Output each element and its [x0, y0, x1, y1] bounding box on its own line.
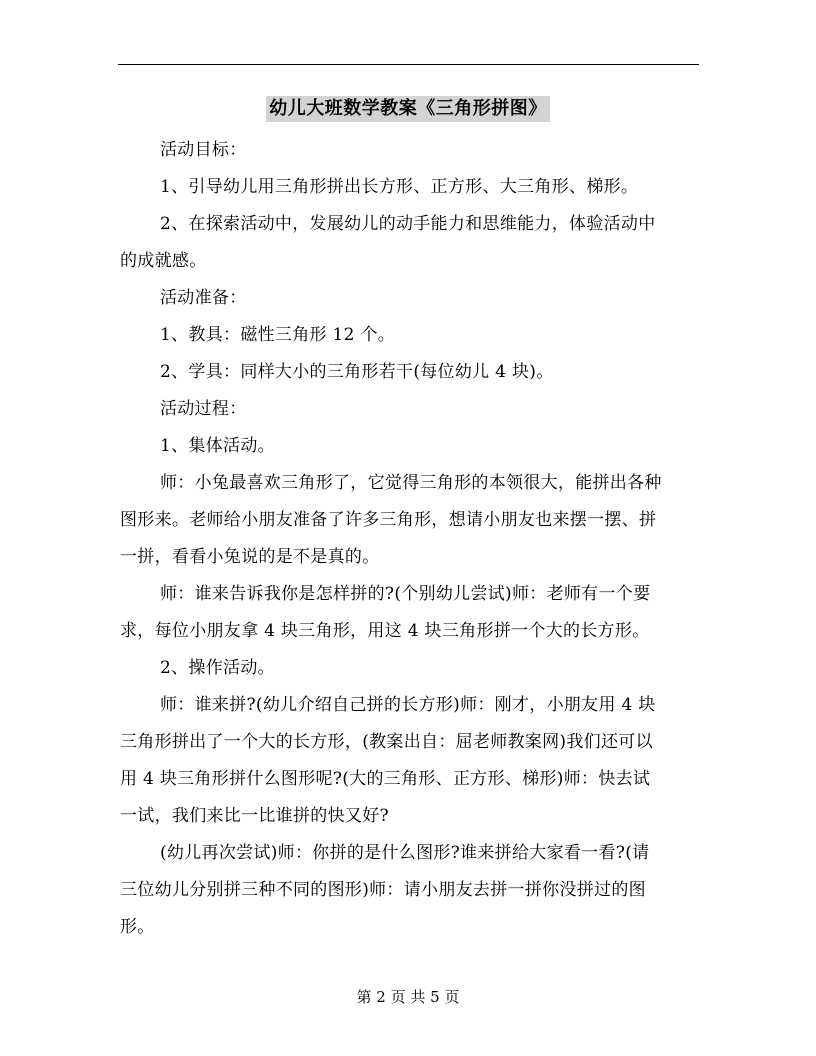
paragraph-line: 活动目标： — [160, 140, 247, 160]
paragraph-line: 师：谁来告诉我你是怎样拼的?(个别幼儿尝试)师：老师有一个要 — [160, 584, 651, 604]
paragraph-line: 活动准备： — [160, 288, 247, 308]
paragraph-line: 三角形拼出了一个大的长方形，(教案出自：屈老师教案网)我们还可以 — [120, 732, 653, 752]
paragraph-line: 三位幼儿分别拼三种不同的图形)师：请小朋友去拼一拼你没拼过的图 — [120, 880, 646, 900]
paragraph-line: 2、学具：同样大小的三角形若干(每位幼儿 4 块)。 — [160, 362, 554, 382]
paragraph-line: 师：谁来拼?(幼儿介绍自己拼的长方形)师：刚才，小朋友用 4 块 — [160, 695, 656, 715]
paragraph-line: 用 4 块三角形拼什么图形呢?(大的三角形、正方形、梯形)师：快去试 — [120, 769, 651, 789]
paragraph-line: 一拼，看看小兔说的是不是真的。 — [120, 547, 380, 567]
paragraph-line: 2、操作活动。 — [160, 658, 275, 678]
document-title: 幼儿大班数学教案《三角形拼图》 — [266, 96, 550, 122]
page-footer — [0, 986, 816, 1008]
paragraph-line: 形。 — [120, 917, 155, 937]
paragraph-line: (幼儿再次尝试)师：你拼的是什么图形?谁来拼给大家看一看?(请 — [160, 843, 650, 863]
paragraph-line: 一试，我们来比一比谁拼的快又好? — [120, 806, 389, 826]
page-number: 第 2 页 共 5 页 — [356, 988, 460, 1006]
paragraph-line: 1、教具：磁性三角形 12 个。 — [160, 325, 396, 345]
paragraph-line: 求，每位小朋友拿 4 块三角形，用这 4 块三角形拼一个大的长方形。 — [120, 621, 650, 641]
paragraph-line: 1、引导幼儿用三角形拼出长方形、正方形、大三角形、梯形。 — [160, 177, 639, 197]
paragraph-line: 图形来。老师给小朋友准备了许多三角形，想请小朋友也来摆一摆、拼 — [120, 510, 657, 530]
paragraph-line: 2、在探索活动中，发展幼儿的动手能力和思维能力，体验活动中 — [160, 214, 656, 234]
document-body — [120, 132, 696, 946]
paragraph-line: 活动过程： — [160, 399, 247, 419]
paragraph-line: 1、集体活动。 — [160, 436, 275, 456]
paragraph-line: 的成就感。 — [120, 251, 207, 271]
title-container — [0, 96, 816, 122]
paragraph-line: 师：小兔最喜欢三角形了，它觉得三角形的本领很大，能拼出各种 — [160, 473, 662, 493]
header-rule — [118, 64, 699, 65]
